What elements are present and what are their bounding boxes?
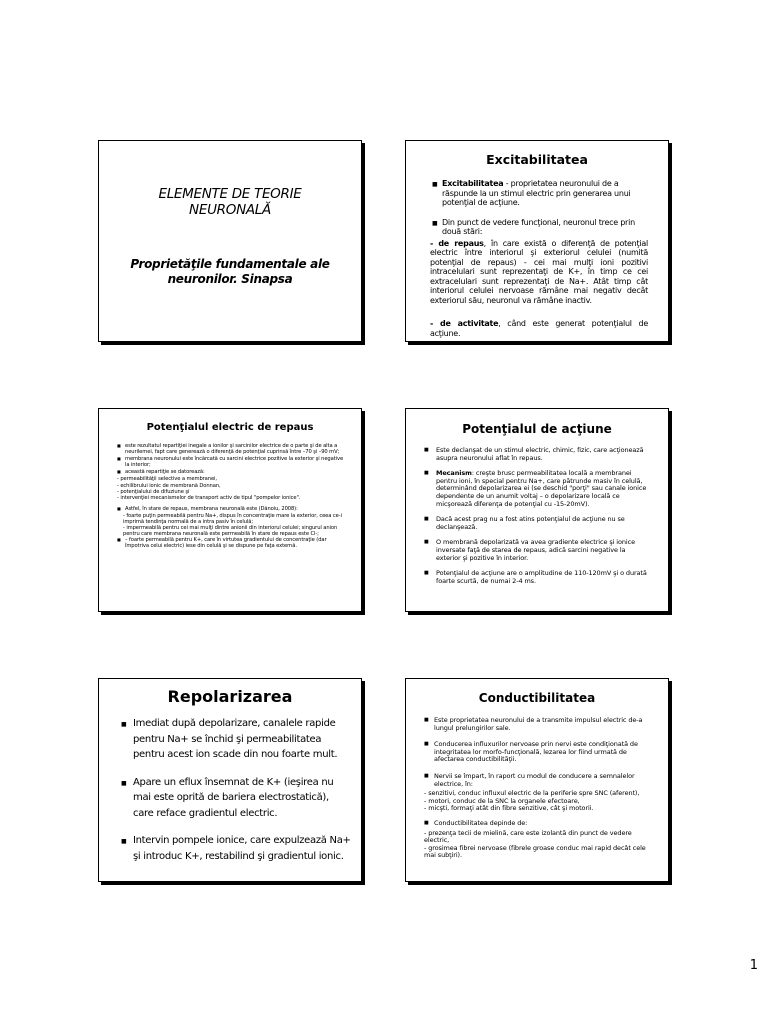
- list-item: [121, 833, 351, 864]
- list-item: [117, 537, 347, 549]
- item-text: Conductibilitatea depinde de:: [434, 818, 528, 827]
- sub-line: - permeabilităţii selective a membranei,: [117, 476, 217, 483]
- sub-line: - impermeabilă pentru cei mai mulţi dintre anionii din interiorul celulei; singurul anion pentru care membrana neuronală este permeabilă în stare de repaus este Cl-;: [123, 525, 338, 538]
- sub-line: - senzitivi, conduc influxul electric de la periferie spre SNC (aferent),: [424, 789, 640, 798]
- slide-heading: Repolarizarea: [167, 687, 293, 706]
- slide-excitabilitatea: [405, 140, 669, 342]
- list-item: [424, 717, 658, 732]
- sub-text: , în care există o diferenţă de potenţial electric între interiorul şi exteriorul celulei (numită potenţial de repaus) - cei mai mulţi ioni pozitivi intracelulari sunt reprezentaţi de K+, în timp ce cei extracelulari sunt reprezentaţi de Na+. Atât timp cât interiorul celulei nervoase rămâne mai negativ decât exteriorul său, neuronul va rămâne inactiv.: [430, 238, 648, 305]
- slide-potential-actiune: [405, 408, 669, 612]
- item-text: Astfel, în stare de repaus, membrana neuronală este (Dănoiu, 2008):: [125, 505, 298, 512]
- sub-line: - intervenţiei mecanismelor de transport activ de tipul "pompelor ionice".: [117, 494, 301, 501]
- bullet-icon: ■: [121, 838, 127, 845]
- bullet-icon: ■: [117, 443, 121, 448]
- bullet-icon: ■: [117, 537, 121, 543]
- slide-heading: Potenţialul electric de repaus: [146, 422, 314, 433]
- bullet-list: [99, 716, 361, 864]
- list-item: [117, 443, 347, 455]
- slide-subtitle: Proprietăţile fundamentale ale neuronilor. Sinapsa: [130, 257, 330, 286]
- term-bold: Mecanism: [436, 469, 472, 478]
- sub-text: , când este generat potenţialul de acţiune.: [430, 319, 648, 338]
- bullet-icon: ■: [432, 181, 438, 188]
- item-text: Apare un eflux însemnat de K+ (ieşirea nu mai este oprită de bariera electrostatică), care reface gradientul electric.: [133, 776, 334, 819]
- list-item: [424, 539, 652, 562]
- bullet-icon: ■: [424, 772, 429, 779]
- list-item: [117, 456, 347, 468]
- bullet-icon: ■: [424, 741, 429, 748]
- item-text: Potenţialul de acţiune are o amplitudine de 110-120mV şi o durată foarte scurtă, de numai 2-4 ms.: [436, 569, 647, 585]
- item-text: Imediat după depolarizare, canalele rapide pentru Na+ se închid şi permeabilitatea pentru acest ion scade din nou foarte mult.: [133, 718, 338, 760]
- page-number: 1: [749, 958, 758, 973]
- slide-heading: Excitabilitatea: [486, 152, 588, 167]
- bullet-icon: ■: [424, 470, 429, 477]
- sub-item: [430, 239, 648, 306]
- list-item: [432, 179, 648, 208]
- item-text: Intervin pompele ionice, care expulzează Na+ şi introduc K+, restabilind şi gradientul ionic.: [133, 835, 351, 862]
- item-text: Nervii se împart, în raport cu modul de conducere a semnalelor electrice, în:: [434, 771, 635, 788]
- sub-line: - prezenţa tecii de mielină, care este izolantă din punct de vedere electric,: [424, 828, 632, 845]
- list-item: [117, 469, 347, 475]
- sub-line: - foarte puţin permeabilă pentru Na+, dispus în concentraţie mare la exterior, ceea ce-i imprimă tendinţa normală de a intra pasiv în celulă;: [123, 512, 342, 526]
- bullet-icon: ■: [117, 505, 121, 511]
- list-item: [424, 741, 658, 764]
- item-text: este rezultatul repartiţiei inegale a ionilor şi sarcinilor electrice de o parte şi de alta a neurilemei, fapt care generează o diferenţă de potenţial cuprinsă între –70 şi –90 mV;: [125, 443, 340, 456]
- sub-list: [430, 239, 648, 339]
- list-item: [121, 716, 351, 763]
- list-item: [117, 506, 347, 512]
- item-text: Din punct de vedere funcţional, neuronul trece prin două stări:: [442, 217, 635, 236]
- bullet-list: [406, 717, 668, 860]
- bullet-icon: ■: [424, 516, 429, 523]
- bullet-icon: ■: [117, 456, 121, 462]
- item-text: O membrană depolarizată va avea gradiente electrice şi ionice inversate faţă de starea de repaus, adică sarcini negative la exterior şi pozitive în interior.: [436, 538, 635, 562]
- sub-term: - de activitate: [430, 319, 499, 328]
- list-item: [121, 775, 351, 822]
- sub-line: - grosimea fibrei nervoase (fibrele groase conduc mai rapid decât cele mai subţiri).: [424, 843, 646, 860]
- list-item: [424, 820, 658, 828]
- sub-line: - echilibrului ionic de membrană Donnan,: [117, 482, 221, 489]
- term-definition: - proprietatea neuronului de a răspunde la un stimul electric prin generarea unui potenţial de acţiune.: [442, 179, 631, 207]
- bullet-icon: ■: [424, 717, 429, 723]
- slide-heading: Potenţialul de acţiune: [462, 422, 612, 436]
- bullet-list: [406, 179, 668, 338]
- bullet-icon: ■: [424, 539, 429, 546]
- sub-item: [430, 319, 648, 338]
- bullet-icon: ■: [121, 721, 127, 728]
- sub-term: - de repaus: [430, 238, 484, 248]
- bullet-list: [99, 443, 361, 550]
- slide-title: [98, 140, 362, 342]
- bullet-icon: ■: [424, 447, 429, 453]
- item-text: : creşte brusc permeabilitatea locală a membranei pentru ioni, în special pentru Na+, care pătrunde masiv în celulă, determinând depolarizarea ei (se deschid "porţi" sau canale ionice dependente de un anumit voltaj – o depolarizare locală ce micşorează diferenţa de potenţial cu -15-20mV).: [436, 469, 647, 508]
- item-text: – foarte permeabilă pentru K+, care în virtutea gradientului de concentraţie (dar împotriva celui electric) iese din celulă şi se dispune pe faţa externă.: [125, 537, 327, 550]
- list-item: [424, 516, 652, 531]
- list-item: [424, 447, 652, 462]
- bullet-icon: ■: [432, 219, 438, 227]
- sub-line: - motori, conduc de la SNC la organele efectoare,: [424, 796, 580, 805]
- bullet-icon: ■: [424, 819, 429, 826]
- item-text: Este proprietatea neuronului de a transmite impulsul electric de-a lungul prelungirilor sale.: [434, 716, 643, 732]
- item-text: membrana neuronului este încărcată cu sarcini electrice pozitive la exterior şi negative la interior;: [125, 456, 344, 469]
- list-item: [432, 218, 648, 339]
- bullet-icon: ■: [424, 570, 429, 577]
- slide-heading: Conductibilitatea: [478, 691, 596, 705]
- bullet-icon: ■: [117, 469, 121, 475]
- item-text: această repartiţie se datorează:: [125, 469, 205, 476]
- item-text: Conducerea influxurilor nervoase prin nervi este condiţionată de integritatea lor morfo-funcţională, lezarea lor fiind urmată de afectarea conductibilităţii.: [434, 740, 638, 764]
- list-item: [424, 470, 652, 508]
- list-item: [424, 570, 652, 585]
- item-text: Este declanşat de un stimul electric, chimic, fizic, care acţionează asupra neuronului aflat în repaus.: [436, 446, 644, 462]
- list-item: [424, 773, 658, 788]
- slide-main-title: ELEMENTE DE TEORIE NEURONALĂ: [158, 186, 302, 218]
- slide-potential-repaus: [98, 408, 362, 612]
- term-bold: Excitabilitatea: [442, 179, 504, 188]
- slide-repolarizarea: [98, 678, 362, 882]
- sub-line: - micşti, formaţi atât din fibre senzitive, cât şi motorii.: [424, 804, 594, 813]
- bullet-list: [406, 447, 668, 585]
- slide-conductibilitatea: [405, 678, 669, 882]
- bullet-icon: ■: [121, 779, 127, 787]
- item-text: Dacă acest prag nu a fost atins potenţialul de acţiune nu se declanşează.: [436, 515, 625, 531]
- sub-line: - potenţialului de difuziune şi: [117, 488, 190, 495]
